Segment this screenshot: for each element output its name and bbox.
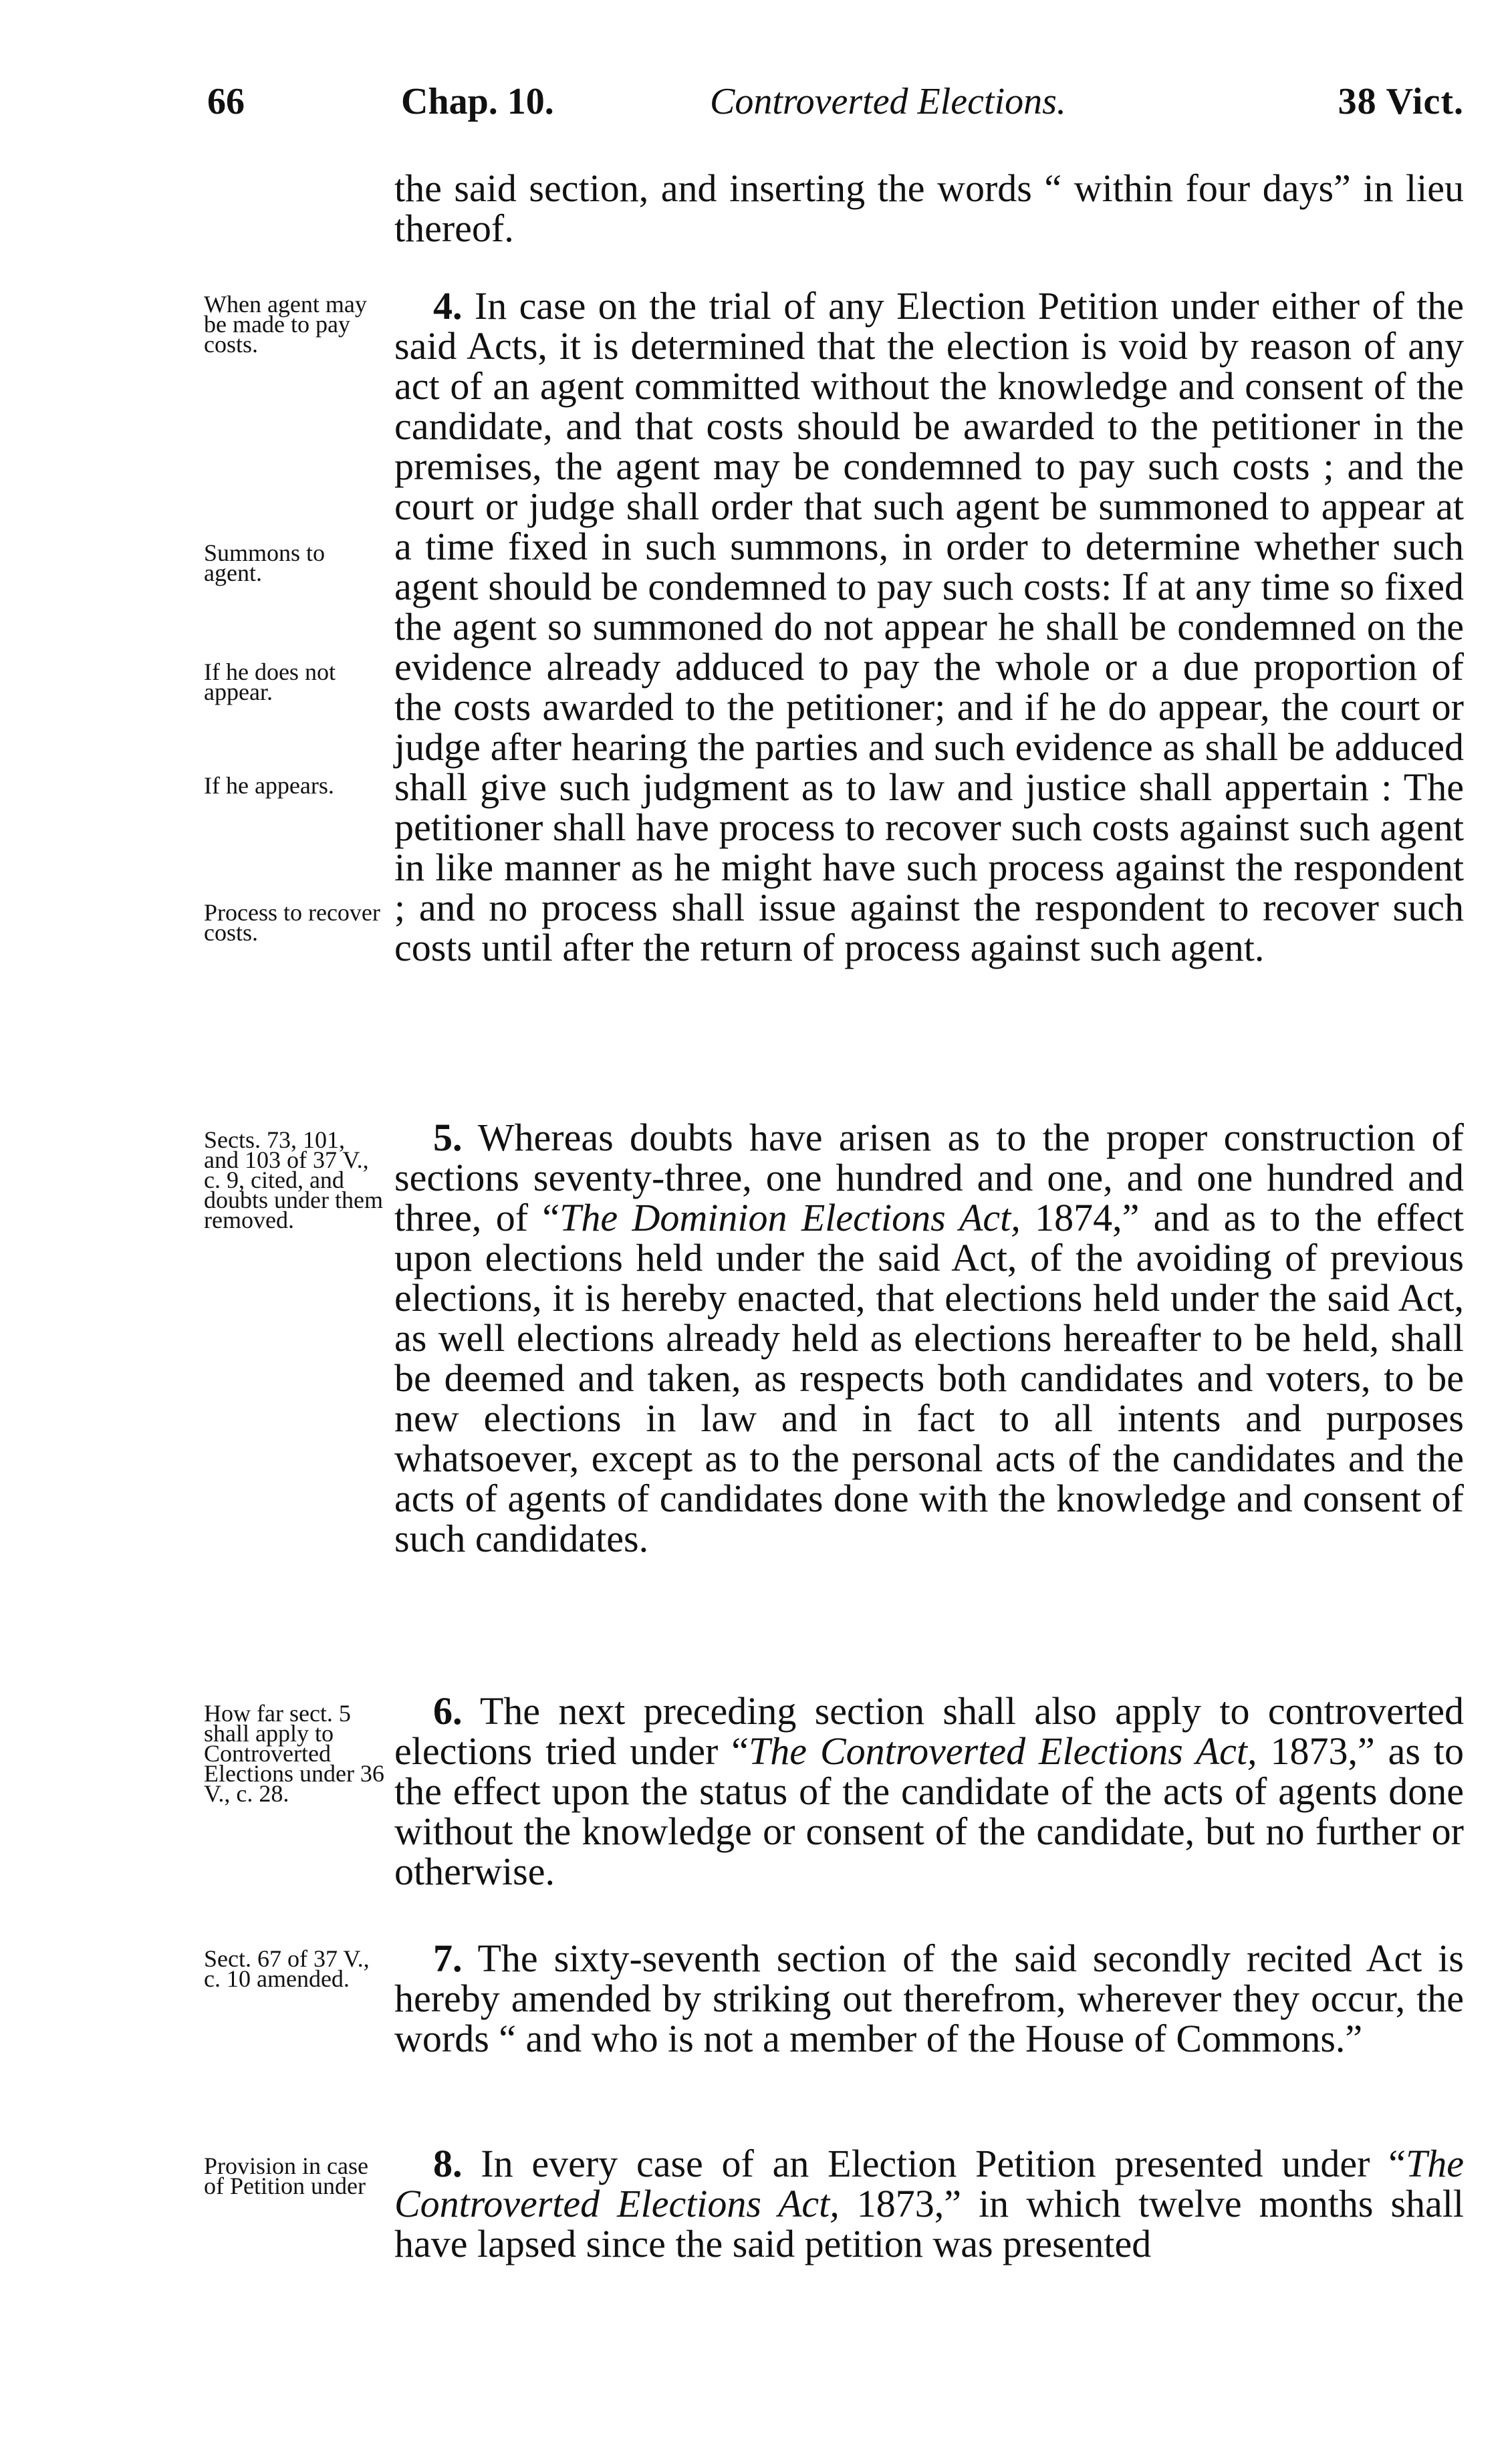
margin-note-summons: Summons to agent. — [204, 539, 326, 586]
section-5 — [394, 1118, 1464, 1559]
intro-text: the said section, and inserting the words “ within four days” in lieu thereof. — [394, 166, 1464, 250]
section-5-text-after: 1874,” and as to the effect upon elections held under the said Act, of the avoiding of previous elections, it is hereby enacted, that elections held under the said Act, as well elections already held as elections hereafter to be held, shall be deemed and taken, as respects both candidates and voters, to be new elections in law and in fact to all intents and purposes whatsoever, except as to the personal acts of the candidates and the acts of agents of candidates done with the knowledge and consent of such candidates. — [394, 1196, 1464, 1560]
section-8-paragraph — [394, 2144, 1464, 2264]
section-5-number: 5. — [433, 1116, 463, 1159]
section-5-paragraph — [394, 1118, 1464, 1559]
section-7-text: The sixty-seventh section of the said secondly recited Act is hereby amended by striking out therefrom, wherever they occur, the words “ and who is not a member of the House of Commons.” — [394, 1937, 1465, 2060]
intro-paragraph — [394, 168, 1464, 249]
section-6-text-after: 1873,” as to the effect upon the status of the candidate of the acts of agents done without the knowledge or consent of the candidate, but no further or otherwise. — [394, 1729, 1465, 1893]
section-4-number: 4. — [433, 284, 463, 328]
section-5-act-title: The Dominion Elections Act, — [559, 1196, 1021, 1239]
section-6 — [394, 1691, 1464, 1892]
section-6-text-before: The next preceding section shall also apply to controverted elections tried under “ — [394, 1689, 1465, 1773]
page-number: 66 — [207, 81, 245, 122]
margin-note-not-appear: If he does not appear. — [204, 658, 336, 705]
regnal-year: 38 Vict. — [1338, 81, 1464, 122]
chapter-label: Chap. 10. — [401, 81, 554, 122]
margin-note-appears: If he appears. — [204, 772, 334, 799]
section-4 — [394, 286, 1464, 968]
section-8-number: 8. — [433, 2142, 463, 2185]
section-8-act-title: The Controverted Elections Act, — [394, 2142, 1465, 2225]
section-4-paragraph — [394, 286, 1464, 968]
margin-note-provision: Provision in case of Petition under — [204, 2152, 368, 2199]
section-8-text-before: In every case of an Election Petition presented under “ — [481, 2142, 1406, 2185]
margin-note-sect-5-apply: How far sect. 5 shall apply to Controverted Elections under 36 V., c. 28. — [204, 1700, 384, 1807]
margin-note-sect-67: Sect. 67 of 37 V., c. 10 amended. — [204, 1945, 370, 1992]
margin-note-agent-costs: When agent may be made to pay costs. — [204, 291, 367, 358]
section-5-text-before: Whereas doubts have arisen as to the proper construction of sections seventy-three, one hundred and one, and one hundred and three, of “ — [394, 1116, 1464, 1239]
section-6-act-title: The Controverted Elections Act, — [749, 1729, 1257, 1773]
margin-note-sects-73: Sects. 73, 101, and 103 of 37 V., c. 9, cited, and doubts under them removed. — [204, 1126, 383, 1233]
section-7 — [394, 1939, 1464, 2059]
running-title: Controverted Elections. — [710, 81, 1066, 122]
section-8-text-after: 1873,” in which twelve months shall have lapsed since the said petition was presented — [394, 2182, 1464, 2265]
running-header — [207, 80, 1464, 140]
section-4-text: In case on the trial of any Election Petition under either of the said Acts, it is determined that the election is void by reason of any act of an agent committed without the knowledge and consent of the candidate, and that costs should be awarded to the petitioner in the premises, the agent may be condemned to pay such costs ; and the court or judge shall order that such agent be summoned to appear at a time fixed in such summons, in order to determine whether such agent should be condemned to pay such costs: If at any time so fixed the agent so summoned do not appear he shall be condemned on the evidence already adduced to pay the whole or a due proportion of the costs awarded to the petitioner; and if he do appear, the court or judge after hearing the parties and such evidence as shall be adduced shall give such judgment as to law and justice shall appertain : The petitioner shall have process to recover such costs against such agent in like manner as he might have such process against the respondent ; and no process shall issue against the respondent to recover such costs until after the return of process against such agent. — [394, 284, 1465, 969]
section-7-number: 7. — [433, 1937, 463, 1980]
section-7-paragraph — [394, 1939, 1464, 2059]
section-8 — [394, 2144, 1464, 2264]
section-6-number: 6. — [433, 1689, 463, 1733]
margin-note-process: Process to recover costs. — [204, 899, 380, 946]
section-6-paragraph — [394, 1691, 1464, 1892]
